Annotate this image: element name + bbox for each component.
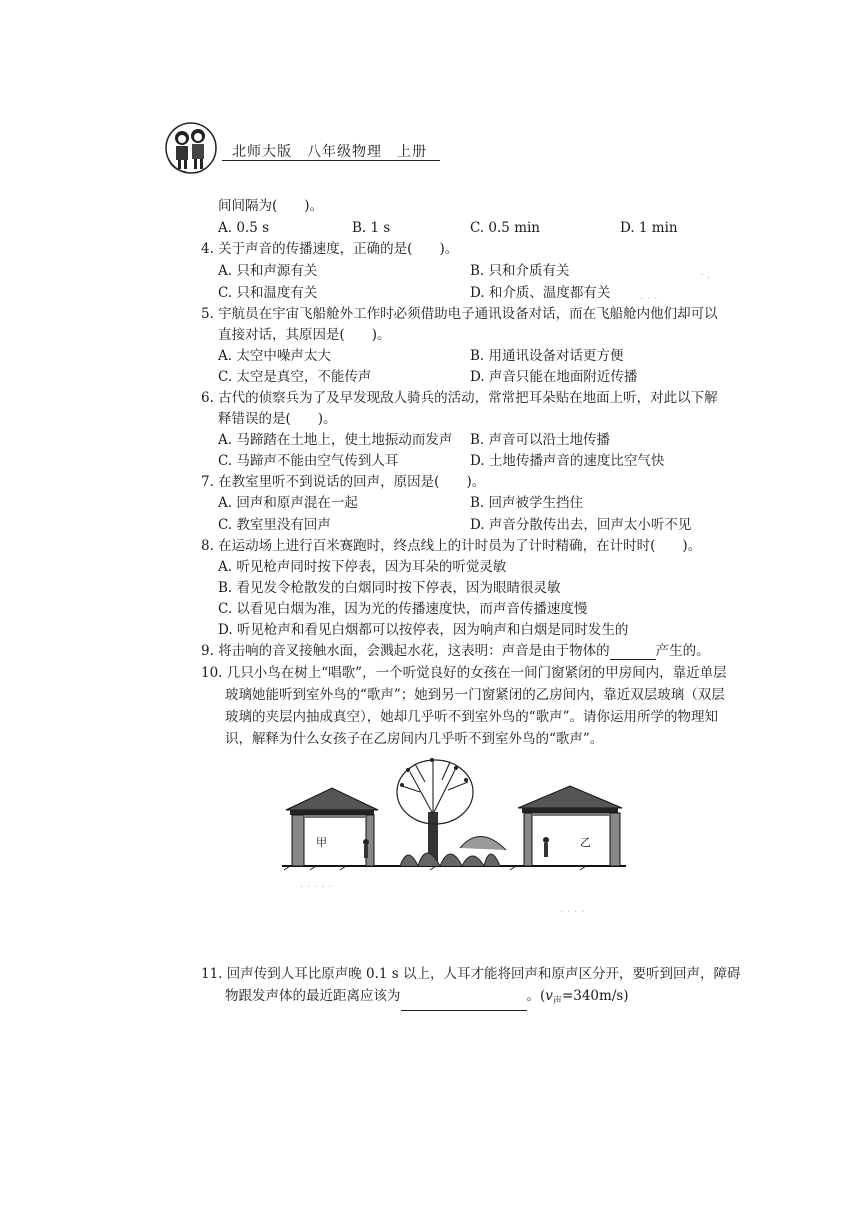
q7-stem: 7. 在教室里听不到说话的回声，原因是( )。 — [201, 474, 486, 490]
scan-speckle: · · · — [640, 292, 658, 305]
q6-stem-line1: 6. 古代的侦察兵为了及早发现敌人骑兵的活动，常常把耳朵贴在地面上听，对此以下解 — [201, 390, 718, 406]
scan-speckle: · · · · — [560, 905, 585, 918]
room-right-label: 乙 — [580, 836, 591, 849]
q3-option-b: B. 1 s — [352, 220, 391, 236]
q11-text-after: 。( — [526, 988, 546, 1004]
q4-option-d: D. 和介质、温度都有关 — [470, 285, 611, 301]
q11-answer-blank[interactable] — [401, 996, 527, 1011]
q8-stem: 8. 在运动场上进行百米赛跑时，终点线上的计时员为了计时精确，在计时时( )。 — [201, 538, 702, 554]
q10-figure — [280, 752, 630, 872]
q10-line2: 玻璃她能听到室外鸟的“歌声”；她到另一门窗紧闭的乙房间内，靠近双层玻璃（双层 — [225, 687, 725, 703]
q8-option-a: A. 听见枪声同时按下停表，因为耳朵的听觉灵敏 — [218, 559, 507, 575]
q9-answer-blank[interactable] — [610, 645, 656, 660]
q11-formula: =340m/s) — [561, 988, 629, 1004]
q10-line4: 识，解释为什么女孩子在乙房间内几乎听不到室外鸟的“歌声”。 — [225, 731, 604, 747]
q6-option-b: B. 声音可以沿土地传播 — [470, 432, 611, 448]
q6-option-c: C. 马蹄声不能由空气传到人耳 — [218, 453, 399, 469]
q6-option-d: D. 土地传播声音的速度比空气快 — [470, 453, 665, 469]
q11-velocity-subscript: 声 — [552, 996, 562, 1007]
q8-option-b: B. 看见发令枪散发的白烟同时按下停表，因为眼睛很灵敏 — [218, 580, 561, 596]
q7-option-c: C. 教室里没有回声 — [218, 517, 331, 533]
q11-text-before: 物跟发声体的最近距离应该为 — [225, 988, 401, 1004]
q5-option-d: D. 声音只能在地面附近传播 — [470, 369, 638, 385]
q9-line — [201, 642, 710, 660]
q10-line1: 10. 几只小鸟在树上“唱歌”，一个听觉良好的女孩在一间门窗紧闭的甲房间内，靠近单层 — [201, 665, 727, 681]
q5-option-a: A. 太空中噪声太大 — [218, 348, 331, 364]
q9-text-before: 9. 将击响的音叉接触水面，会溅起水花，这表明：声音是由于物体的 — [201, 643, 610, 659]
q5-stem-line2: 直接对话，其原因是( )。 — [218, 327, 391, 343]
rooms-and-tree-illustration — [280, 752, 630, 872]
q4-stem: 4. 关于声音的传播速度，正确的是( )。 — [201, 241, 459, 257]
scan-speckle: · · · · · — [300, 880, 332, 893]
q8-option-c: C. 以看见白烟为准，因为光的传播速度快，而声音传播速度慢 — [218, 601, 588, 617]
q11-line2 — [225, 987, 629, 1011]
q3-option-a: A. 0.5 s — [218, 220, 270, 236]
q11-line1: 11. 回声传到人耳比原声晚 0.1 s 以上，人耳才能将回声和原声区分开，要听到回声，障碍 — [201, 966, 741, 982]
q4-option-b: B. 只和介质有关 — [470, 263, 570, 279]
q5-option-b: B. 用通讯设备对话更方便 — [470, 348, 624, 364]
q3-option-c: C. 0.5 min — [470, 220, 541, 236]
q10-line3: 玻璃的夹层内抽成真空），她却几乎听不到室外鸟的“歌声”。请你运用所学的物理知 — [225, 709, 719, 725]
q9-text-after: 产生的。 — [655, 643, 710, 659]
q6-option-a: A. 马蹄踏在土地上，使土地振动而发声 — [218, 432, 453, 448]
q8-option-d: D. 听见枪声和看见白烟都可以按停表，因为响声和白烟是同时发生的 — [218, 622, 629, 638]
scan-speckle: · , — [700, 268, 711, 281]
header-rule — [222, 160, 440, 161]
room-left-label: 甲 — [316, 836, 327, 849]
q4-option-c: C. 只和温度有关 — [218, 285, 318, 301]
q4-option-a: A. 只和声源有关 — [218, 263, 318, 279]
q7-option-d: D. 声音分散传出去，回声太小听不见 — [470, 517, 692, 533]
q7-option-b: B. 回声被学生挡住 — [470, 495, 584, 511]
header-title: 北师大版 八年级物理 上册 — [232, 144, 427, 160]
q5-option-c: C. 太空是真空，不能传声 — [218, 369, 372, 385]
two-kids-logo-icon — [162, 118, 220, 176]
q3-tail-line: 间间隔为( )。 — [218, 198, 324, 214]
q7-option-a: A. 回声和原声混在一起 — [218, 495, 358, 511]
q3-option-d: D. 1 min — [620, 220, 678, 236]
q6-stem-line2: 释错误的是( )。 — [218, 411, 337, 427]
q5-stem-line1: 5. 宇航员在宇宙飞船舱外工作时必须借助电子通讯设备对话，而在飞船舱内他们却可以 — [201, 306, 718, 322]
q11-velocity-symbol: v — [545, 988, 553, 1004]
